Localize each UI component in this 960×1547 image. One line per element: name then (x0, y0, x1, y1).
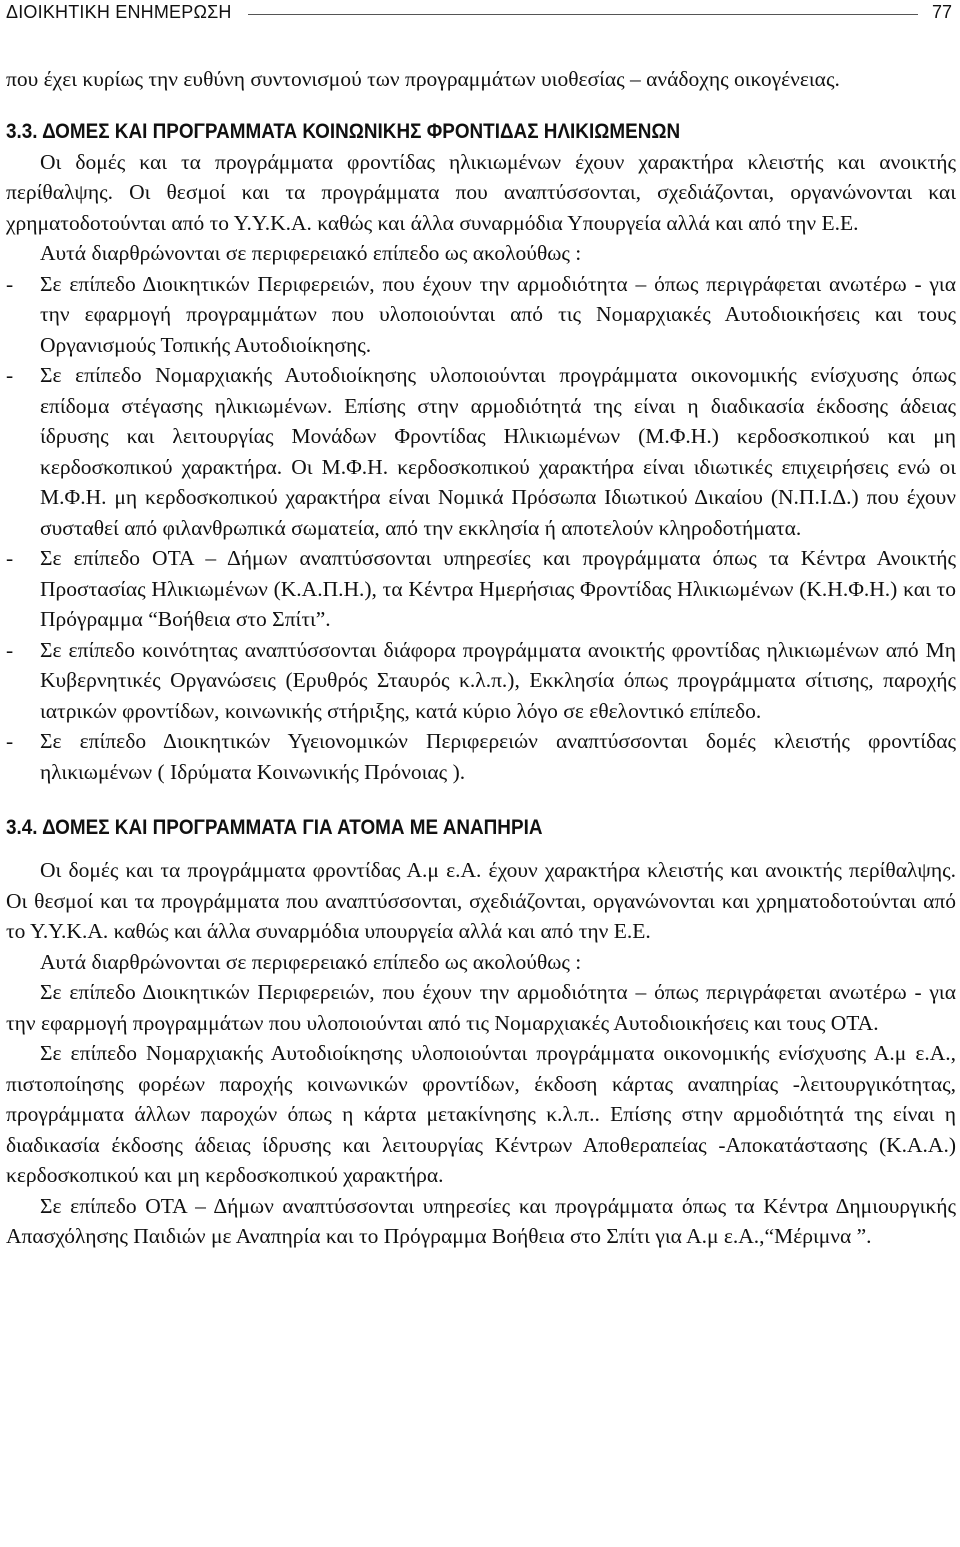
list-item-text: Σε επίπεδο Διοικητικών Περιφερειών, που έχουν την αρμοδιότητα – όπως περιγράφεται ανωτέρω - για την εφαρμογή προγραμμάτων που υλοποιούνται από τις Νομαρχιακές Αυτοδιοικήσεις και τους Οργανισμούς Τοπικής Αυτοδιοίκησης. (40, 271, 956, 357)
page-number: 77 (931, 2, 952, 22)
section-3-3-heading: 3.3. ΔΟΜΕΣ ΚΑΙ ΠΡΟΓΡΑΜΜΑΤΑ ΚΟΙΝΩΝΙΚΗΣ ΦΡΟΝΤΙΔΑΣ ΗΛΙΚΙΩΜΕΝΩΝ (6, 119, 681, 143)
list-item-text: Σε επίπεδο κοινότητας αναπτύσσονται διάφορα προγράμματα ανοικτής φροντίδας ηλικιωμένων από Μη Κυβερνητικές Οργανώσεις (Ερυθρός Σταυρός κ.λ.π.), Εκκλησία όπως προγράμματα σίτισης, παροχής ιατρικών φροντίδων, κοινωνικής στήριξης, κατά κύριο λόγο σε εθελοντικό επίπεδο. (40, 637, 956, 723)
section-3-4-paragraph-3: Σε επίπεδο Διοικητικών Περιφερειών, που έχουν την αρμοδιότητα – όπως περιγράφεται ανωτέρω - για την εφαρμογή προγραμμάτων που υλοποιούνται από τις Νομαρχιακές Αυτοδιοικήσεις και τους ΟΤΑ. (6, 980, 956, 1035)
list-item-text: Σε επίπεδο ΟΤΑ – Δήμων αναπτύσσονται υπηρεσίες και προγράμματα όπως τα Κέντρα Ανοικτής Προστασίας Ηλικιωμένων (Κ.Α.Π.Η.), τα Κέντρα Ημερήσιας Φροντίδας Ηλικιωμένων (Κ.Η.Φ.Η.) και το Πρόγραμμα “Βοήθεια στο Σπίτι”. (40, 546, 956, 631)
section-3-4-paragraph-4: Σε επίπεδο Νομαρχιακής Αυτοδιοίκησης υλοποιούνται προγράμματα οικονομικής ενίσχυσης Α.μ ε.Α., πιστοποίησης φορέων παροχής κοινωνικών φροντίδων, έκδοση κάρτας αναπηρίας -λειτουργικότητας, προγράμματα άλλων παροχών όπως η κάρτα μετακίνησης κ.λ.π.. Επίσης στην αρμοδιότητά της είναι η διαδικασία έκδοσης άδειας ίδρυσης και λειτουργίας Κέντρων Αποθεραπείας -Αποκατάστασης (Κ.Α.Α.) κερδοσκοπικού και μη κερδοσκοπικού χαρακτήρα. (6, 1041, 956, 1187)
section-3-3-paragraph-2: Αυτά διαρθρώνονται σε περιφερειακό επίπεδο ως ακολούθως : (40, 241, 582, 265)
bullet-dash: - (6, 363, 14, 387)
list-item (6, 635, 956, 727)
bullet-dash: - (6, 271, 14, 296)
list-item-text: Σε επίπεδο Νομαρχιακής Αυτοδιοίκησης υλοποιούνται προγράμματα οικονομικής ενίσχυσης όπως επίδομα στέγασης ηλικιωμένων. Επίσης στην αρμοδιότητά της είναι η διαδικασία έκδοσης άδειας ίδρυσης και λειτουργίας Μονάδων Φροντίδας Ηλικιωμένων (Μ.Φ.Η.) κερδοσκοπικού και μη κερδοσκοπικού χαρακτήρα. Οι Μ.Φ.Η. κερδοσκοπικού χαρακτήρα είναι ιδιωτικές επιχειρήσεις ενώ οι Μ.Φ.Η. μη κερδοσκοπικού χαρακτήρα είναι Νομικά Πρόσωπα Ιδιωτικού Δικαίου (Ν.Π.Ι.Δ.) που έχουν συσταθεί από φιλανθρωπικά σωματεία, από την εκκλησία ή αποτελούν κληροδοτήματα. (40, 363, 956, 540)
page-body (6, 64, 956, 1252)
running-header (6, 0, 958, 26)
section-3-4-paragraph-2: Αυτά διαρθρώνονται σε περιφερειακό επίπεδο ως ακολούθως : (40, 949, 582, 974)
section-3-4-paragraph-1: Οι δομές και τα προγράμματα φροντίδας Α.μ ε.Α. έχουν χαρακτήρα κλειστής και ανοικτής περίθαλψης. Οι θεσμοί και τα προγράμματα που αναπτύσσονται, σχεδιάζονται, οργανώνονται και χρηματοδοτούνται από το Υ.Υ.Κ.Α. καθώς και άλλα συναρμόδια υπουργεία αλλά και από την Ε.Ε. (6, 858, 956, 943)
list-item (6, 726, 956, 787)
header-rule (248, 14, 918, 15)
bullet-dash: - (6, 729, 14, 753)
bullet-dash: - (6, 546, 14, 570)
section-3-4-paragraph-5: Σε επίπεδο ΟΤΑ – Δήμων αναπτύσσονται υπηρεσίες και προγράμματα όπως τα Κέντρα Δημιουργικής Απασχόλησης Παιδιών με Αναπηρία και το Πρόγραμμα Βοήθεια στο Σπίτι για Α.μ ε.Α.,“Μέριμνα ”. (6, 1193, 956, 1248)
bullet-dash: - (6, 637, 14, 662)
list-item (6, 269, 956, 361)
header-title: ΔΙΟΙΚΗΤΙΚΗ ΕΝΗΜΕΡΩΣΗ (6, 2, 232, 22)
list-item (6, 543, 956, 635)
section-3-4-heading: 3.4. ΔΟΜΕΣ ΚΑΙ ΠΡΟΓΡΑΜΜΑΤΑ ΓΙΑ ΑΤΟΜΑ ΜΕ ΑΝΑΠΗΡΙΑ (6, 816, 543, 839)
section-3-3-paragraph-1: Οι δομές και τα προγράμματα φροντίδας ηλικιωμένων έχουν χαρακτήρα κλειστής και ανοικτής περίθαλψης. Οι θεσμοί και τα προγράμματα που αναπτύσσονται, σχεδιάζονται, οργανώνονται και χρηματοδοτούνται από το Υ.Υ.Κ.Α. καθώς και άλλα συναρμόδια Υπουργεία αλλά και από την Ε.Ε. (6, 149, 956, 235)
list-item (6, 360, 956, 543)
intro-paragraph: που έχει κυρίως την ευθύνη συντονισμού των προγραμμάτων υιοθεσίας – ανάδοχης οικογένειας. (6, 67, 840, 91)
list-item-text: Σε επίπεδο Διοικητικών Υγειονομικών Περιφερειών αναπτύσσονται δομές κλειστής φροντίδας ηλικιωμένων ( Ιδρύματα Κοινωνικής Πρόνοιας ). (40, 729, 956, 784)
